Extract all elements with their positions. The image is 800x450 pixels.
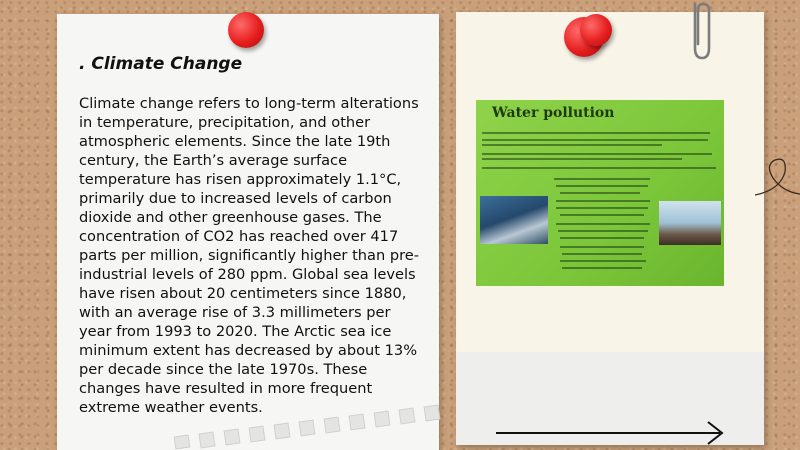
- polluted-water-photo: [480, 196, 548, 244]
- push-pin-icon: [580, 14, 612, 46]
- slide-title: Water pollution: [492, 105, 615, 121]
- push-pin-icon: [228, 12, 264, 48]
- slide-text-line: [562, 253, 642, 255]
- slide-text-line: [554, 178, 650, 180]
- slide-text-line: [482, 167, 716, 169]
- slide-text-line: [560, 214, 644, 216]
- slide-text-line: [556, 223, 650, 225]
- note-title: . Climate Change: [79, 54, 243, 74]
- slide-text-line: [482, 158, 682, 160]
- slide-text-line: [482, 153, 712, 155]
- slide-text-line: [556, 207, 648, 209]
- slide-text-line: [482, 144, 662, 146]
- shoreline-photo: [659, 201, 721, 245]
- slide-text-line: [560, 246, 644, 248]
- slide-text-line: [562, 267, 642, 269]
- arrow-right-icon: [494, 420, 726, 446]
- paperclip-icon: [686, 0, 716, 62]
- string-curl-icon: [755, 150, 800, 210]
- slide-text-line: [482, 132, 710, 134]
- slide-text-line: [560, 237, 644, 239]
- slide-text-line: [560, 260, 646, 262]
- note-body: Climate change refers to long-term alterations in temperature, precipitation, and other atmospheric elements. Since the late 19th century, the Earth’s average surface temperature has risen approximately 1.1°C, primarily due to increased levels of carbon dioxide and other greenhouse gases. The concentration of CO2 has reached over 417 parts per million, significantly higher than pre-industrial levels of 280 ppm. Global sea levels have risen about 20 centimeters since 1880, with an average rise of 3.3 millimeters per year from 1993 to 2020. The Arctic sea ice minimum extent has decreased by about 13% per decade since the late 1970s. These changes have resulted in more frequent extreme weather events.: [79, 95, 420, 416]
- slide-text-line: [558, 230, 648, 232]
- slide-text-line: [482, 139, 708, 141]
- water-pollution-slide: [476, 100, 724, 286]
- slide-text-line: [556, 185, 648, 187]
- slide-text-line: [556, 200, 650, 202]
- climate-change-note: [57, 14, 439, 450]
- torn-paper-edge: [90, 400, 450, 450]
- slide-text-line: [560, 192, 640, 194]
- water-pollution-note: [456, 12, 764, 445]
